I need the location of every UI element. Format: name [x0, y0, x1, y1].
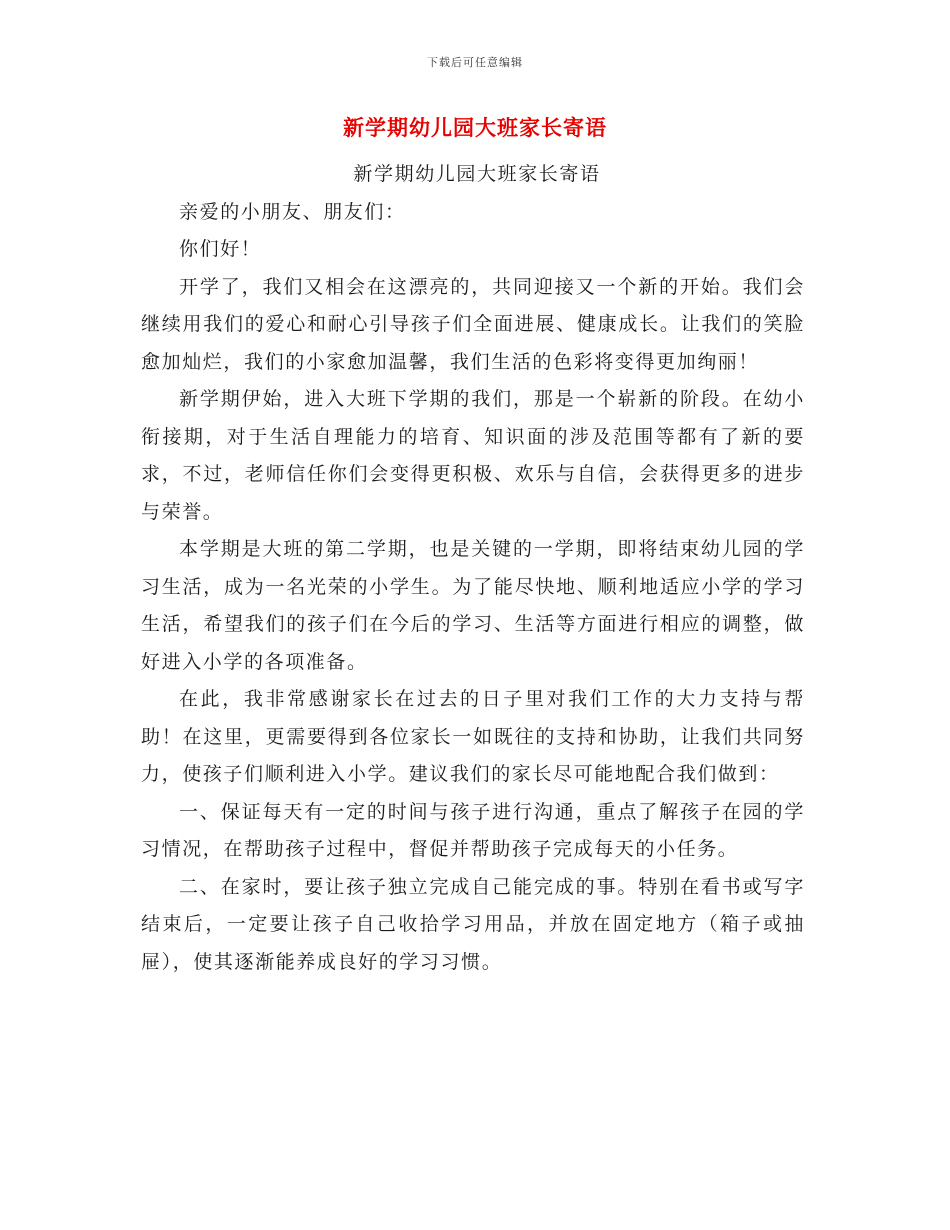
document-title: 新学期幼儿园大班家长寄语: [343, 115, 607, 140]
list-item: 二、在家时，要让孩子独立完成自己能完成的事。特别在看书或写字结束后，一定要让孩子自己收拾学习用品，并放在固定地方（箱子或抽屉），使其逐渐能养成良好的学习习惯。: [141, 875, 805, 973]
paragraph: 新学期伊始，进入大班下学期的我们，那是一个崭新的阶段。在幼小衔接期，对于生活自理能力的培育、知识面的涉及范围等都有了新的要求，不过，老师信任你们会变得更积极、欢乐与自信，会获得更多的进步与荣誉。: [141, 388, 805, 523]
document-subtitle: 新学期幼儿园大班家长寄语: [353, 163, 601, 185]
paragraph: 本学期是大班的第二学期，也是关键的一学期，即将结束幼儿园的学习生活，成为一名光荣的小学生。为了能尽快地、顺利地适应小学的学习生活，希望我们的孩子们在今后的学习、生活等方面进行相应的调整，做好进入小学的各项准备。: [141, 538, 805, 673]
document-body: [141, 156, 805, 981]
greeting: 亲爱的小朋友、朋友们：: [179, 200, 406, 223]
list-item: 一、保证每天有一定的时间与孩子进行沟通，重点了解孩子在园的学习情况，在帮助孩子过程中，督促并帮助孩子完成每天的小任务。: [141, 800, 805, 860]
paragraph: 在此，我非常感谢家长在过去的日子里对我们工作的大力支持与帮助！在这里，更需要得到各位家长一如既往的支持和协助，让我们共同努力，使孩子们顺利进入小学。建议我们的家长尽可能地配合我们做到：: [141, 688, 805, 785]
paragraph: 开学了，我们又相会在这漂亮的，共同迎接又一个新的开始。我们会继续用我们的爱心和耐心引导孩子们全面进展、健康成长。让我们的笑脸愈加灿烂，我们的小家愈加温馨，我们生活的色彩将变得更加绚丽！: [141, 275, 805, 373]
header-note: 下载后可任意编辑: [427, 56, 523, 69]
salutation: 你们好！: [179, 238, 262, 260]
